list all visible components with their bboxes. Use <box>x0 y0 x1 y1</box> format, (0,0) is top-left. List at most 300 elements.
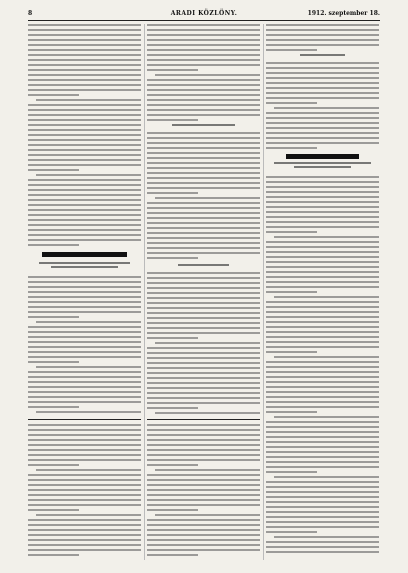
text-line <box>28 179 141 181</box>
text-line <box>147 439 260 441</box>
text-line <box>147 424 260 426</box>
text-line <box>147 407 198 409</box>
text-line <box>28 39 141 41</box>
text-line <box>28 214 141 216</box>
text-line <box>28 326 141 328</box>
text-line <box>28 29 141 31</box>
text-line <box>266 541 379 543</box>
text-line <box>266 486 379 488</box>
text-line <box>266 381 379 383</box>
article-text <box>28 24 141 249</box>
text-line <box>266 391 379 393</box>
text-line <box>28 376 141 378</box>
text-line <box>28 499 141 501</box>
text-line <box>147 494 260 496</box>
text-line <box>28 539 141 541</box>
text-line <box>266 246 379 248</box>
text-line <box>266 471 317 473</box>
text-line <box>147 232 260 234</box>
text-line <box>274 476 379 478</box>
text-line <box>155 342 260 344</box>
text-line <box>266 117 379 119</box>
text-line <box>28 524 141 526</box>
text-line <box>147 39 260 41</box>
text-line <box>28 129 141 131</box>
text-line <box>28 164 141 166</box>
text-line <box>147 459 260 461</box>
text-line <box>266 221 379 223</box>
text-line <box>28 494 141 496</box>
text-line <box>266 441 379 443</box>
text-line <box>266 112 379 114</box>
text-line <box>36 99 141 101</box>
text-line <box>266 426 379 428</box>
article-text <box>147 272 260 417</box>
text-line <box>147 292 260 294</box>
text-line <box>28 464 79 466</box>
text-line <box>147 152 260 154</box>
article-text <box>28 276 141 416</box>
text-line <box>266 276 379 278</box>
column-rule <box>263 24 264 560</box>
text-line <box>147 94 260 96</box>
text-line <box>266 261 379 263</box>
text-line <box>147 302 260 304</box>
text-line <box>266 82 379 84</box>
article-heading <box>147 124 260 128</box>
text-line <box>28 484 141 486</box>
text-line <box>28 361 79 363</box>
text-line <box>266 191 379 193</box>
article-text <box>147 424 260 559</box>
text-line <box>147 372 260 374</box>
text-line <box>266 481 379 483</box>
text-line <box>147 104 260 106</box>
section-heading <box>266 154 379 170</box>
text-line <box>147 252 260 254</box>
text-line <box>266 181 379 183</box>
text-line <box>266 361 379 363</box>
text-line <box>147 192 198 194</box>
text-line <box>28 144 141 146</box>
text-line <box>266 196 379 198</box>
text-line <box>266 366 379 368</box>
text-line <box>28 459 141 461</box>
text-line <box>266 526 379 528</box>
text-line <box>147 167 260 169</box>
text-line <box>266 451 379 453</box>
text-line <box>147 377 260 379</box>
text-line <box>155 197 260 199</box>
text-line <box>28 84 141 86</box>
text-line <box>28 204 141 206</box>
text-line <box>266 311 379 313</box>
text-line <box>147 534 260 536</box>
text-line <box>266 411 317 413</box>
text-line <box>28 346 141 348</box>
text-line <box>266 39 379 41</box>
section-heading <box>28 252 141 260</box>
text-line <box>147 217 260 219</box>
text-line <box>147 554 198 556</box>
text-line <box>147 317 260 319</box>
text-line <box>266 321 379 323</box>
text-line <box>147 132 260 134</box>
text-line <box>266 77 379 79</box>
text-line <box>266 421 379 423</box>
text-line <box>28 219 141 221</box>
text-line <box>147 352 260 354</box>
text-line <box>28 49 141 51</box>
text-line <box>266 346 379 348</box>
text-line <box>36 514 141 516</box>
text-line <box>28 306 141 308</box>
text-line <box>266 49 317 51</box>
text-line <box>147 519 260 521</box>
text-line <box>266 72 379 74</box>
text-line <box>28 64 141 66</box>
text-line <box>28 401 141 403</box>
text-line <box>28 311 141 313</box>
text-line <box>147 322 260 324</box>
text-line <box>28 529 141 531</box>
text-line <box>147 479 260 481</box>
text-line <box>147 222 260 224</box>
text-line <box>266 301 379 303</box>
text-line <box>274 356 379 358</box>
text-line <box>266 531 317 533</box>
text-line <box>266 401 379 403</box>
text-line <box>147 347 260 349</box>
text-line <box>266 67 379 69</box>
text-line <box>155 74 260 76</box>
text-line <box>266 241 379 243</box>
text-line <box>147 257 198 259</box>
text-line <box>28 89 141 91</box>
text-line <box>36 411 141 413</box>
text-line <box>28 554 79 556</box>
column-1 <box>28 24 141 560</box>
text-line <box>147 172 260 174</box>
text-line <box>28 189 141 191</box>
text-line <box>266 316 379 318</box>
text-line <box>274 107 379 109</box>
text-line <box>266 291 317 293</box>
text-line <box>147 474 260 476</box>
text-line <box>266 396 379 398</box>
text-line <box>147 44 260 46</box>
text-line <box>28 224 141 226</box>
text-line <box>147 64 260 66</box>
text-line <box>28 74 141 76</box>
text-line <box>28 519 141 521</box>
text-line <box>266 331 379 333</box>
text-line <box>147 357 260 359</box>
text-line <box>266 122 379 124</box>
text-line <box>147 187 260 189</box>
text-line <box>147 499 260 501</box>
text-line <box>266 436 379 438</box>
text-line <box>28 239 141 241</box>
article-text <box>266 24 379 54</box>
text-line <box>266 371 379 373</box>
text-line <box>147 434 260 436</box>
text-line <box>147 182 260 184</box>
text-line <box>266 456 379 458</box>
text-line <box>274 536 379 538</box>
text-line <box>28 94 79 96</box>
text-line <box>266 386 379 388</box>
text-line <box>28 79 141 81</box>
text-line <box>266 256 379 258</box>
text-line <box>147 504 260 506</box>
text-line <box>28 341 141 343</box>
text-line <box>147 147 260 149</box>
text-line <box>28 444 141 446</box>
text-line <box>147 397 260 399</box>
text-line <box>266 496 379 498</box>
text-line <box>266 92 379 94</box>
text-line <box>266 34 379 36</box>
text-line <box>147 247 260 249</box>
text-line <box>147 529 260 531</box>
text-line <box>266 466 379 468</box>
text-line <box>266 431 379 433</box>
text-line <box>28 184 141 186</box>
text-line <box>266 102 317 104</box>
text-line <box>266 501 379 503</box>
text-line <box>28 439 141 441</box>
text-line <box>266 306 379 308</box>
text-line <box>266 506 379 508</box>
text-line <box>28 244 79 246</box>
text-line <box>28 479 141 481</box>
text-line <box>266 266 379 268</box>
text-line <box>147 544 260 546</box>
text-line <box>28 286 141 288</box>
text-line <box>155 412 260 414</box>
text-line <box>147 114 260 116</box>
text-line <box>147 454 260 456</box>
text-line <box>28 381 141 383</box>
text-line <box>266 186 379 188</box>
text-line <box>147 464 198 466</box>
text-line <box>147 387 260 389</box>
text-line <box>28 549 141 551</box>
text-line <box>28 281 141 283</box>
text-line <box>266 97 379 99</box>
article-heading <box>266 54 379 58</box>
text-line <box>266 351 317 353</box>
text-line <box>266 446 379 448</box>
text-line <box>28 544 141 546</box>
text-line <box>28 474 141 476</box>
text-line <box>266 491 379 493</box>
text-line <box>266 201 379 203</box>
text-line <box>28 316 79 318</box>
text-line <box>28 386 141 388</box>
article-text <box>147 24 260 124</box>
text-line <box>266 137 379 139</box>
text-line <box>28 291 141 293</box>
text-line <box>147 362 260 364</box>
text-line <box>28 54 141 56</box>
text-line <box>28 229 141 231</box>
text-line <box>28 454 141 456</box>
text-line <box>28 124 141 126</box>
text-line <box>266 271 379 273</box>
text-line <box>28 34 141 36</box>
page-number: 8 <box>28 10 33 17</box>
text-line <box>147 242 260 244</box>
column-3 <box>266 24 379 560</box>
text-line <box>147 109 260 111</box>
text-line <box>147 332 260 334</box>
text-line <box>147 429 260 431</box>
text-line <box>147 297 260 299</box>
text-line <box>147 157 260 159</box>
text-line <box>266 176 379 178</box>
text-line <box>28 396 141 398</box>
text-line <box>147 444 260 446</box>
text-line <box>266 376 379 378</box>
text-line <box>266 281 379 283</box>
text-line <box>147 162 260 164</box>
article-heading <box>28 262 141 270</box>
text-line <box>28 424 141 426</box>
text-line <box>147 59 260 61</box>
text-line <box>147 272 260 274</box>
text-line <box>28 351 141 353</box>
text-line <box>147 312 260 314</box>
text-line <box>147 119 198 121</box>
text-line <box>266 44 379 46</box>
text-line <box>266 521 379 523</box>
text-line <box>36 321 141 323</box>
text-line <box>28 119 141 121</box>
text-line <box>28 406 79 408</box>
text-line <box>28 489 141 491</box>
text-line <box>147 212 260 214</box>
text-line <box>28 371 141 373</box>
text-line <box>266 461 379 463</box>
text-line <box>28 199 141 201</box>
text-line <box>266 511 379 513</box>
text-line <box>28 104 141 106</box>
text-line <box>28 504 141 506</box>
text-line <box>147 277 260 279</box>
text-line <box>147 137 260 139</box>
text-line <box>28 159 141 161</box>
text-line <box>147 484 260 486</box>
text-line <box>28 69 141 71</box>
text-line <box>274 236 379 238</box>
text-line <box>266 226 379 228</box>
text-line <box>28 534 141 536</box>
text-line <box>147 282 260 284</box>
text-line <box>28 114 141 116</box>
divider <box>28 419 141 420</box>
text-line <box>266 551 379 553</box>
column-rule <box>144 24 145 560</box>
text-line <box>155 469 260 471</box>
text-line <box>147 202 260 204</box>
text-line <box>266 142 379 144</box>
text-line <box>266 62 379 64</box>
text-line <box>36 366 141 368</box>
paper-name: ARADI KÖZLÖNY. <box>170 10 238 17</box>
text-line <box>266 231 317 233</box>
text-line <box>266 127 379 129</box>
text-line <box>266 147 317 149</box>
text-line <box>147 54 260 56</box>
text-line <box>274 416 379 418</box>
text-line <box>28 434 141 436</box>
text-line <box>266 406 379 408</box>
text-line <box>266 546 379 548</box>
text-line <box>266 516 379 518</box>
text-line <box>147 29 260 31</box>
text-line <box>266 132 379 134</box>
text-line <box>147 337 198 339</box>
article-text <box>147 132 260 262</box>
text-line <box>147 367 260 369</box>
text-line <box>266 87 379 89</box>
text-line <box>274 296 379 298</box>
text-line <box>147 449 260 451</box>
text-line <box>147 539 260 541</box>
article-text <box>266 62 379 152</box>
text-line <box>28 169 79 171</box>
article-text <box>28 424 141 559</box>
text-line <box>28 139 141 141</box>
text-line <box>28 149 141 151</box>
text-line <box>147 34 260 36</box>
text-line <box>28 449 141 451</box>
text-line <box>147 489 260 491</box>
text-line <box>28 209 141 211</box>
text-line <box>266 251 379 253</box>
text-line <box>28 429 141 431</box>
text-line <box>155 514 260 516</box>
text-line <box>28 154 141 156</box>
text-line <box>147 24 260 26</box>
text-line <box>266 341 379 343</box>
text-line <box>28 336 141 338</box>
text-line <box>147 237 260 239</box>
text-line <box>28 509 79 511</box>
text-line <box>147 382 260 384</box>
text-line <box>266 216 379 218</box>
text-line <box>147 207 260 209</box>
masthead <box>28 8 380 21</box>
text-line <box>28 356 141 358</box>
text-line <box>147 327 260 329</box>
text-line <box>147 509 198 511</box>
text-line <box>28 301 141 303</box>
text-line <box>266 326 379 328</box>
text-line <box>266 29 379 31</box>
text-line <box>147 177 260 179</box>
issue-date: 1912. szeptember 18. <box>307 10 380 17</box>
text-line <box>147 84 260 86</box>
text-line <box>28 109 141 111</box>
article-heading <box>147 264 260 268</box>
text-line <box>28 134 141 136</box>
text-line <box>266 286 379 288</box>
text-line <box>147 142 260 144</box>
text-line <box>147 69 198 71</box>
